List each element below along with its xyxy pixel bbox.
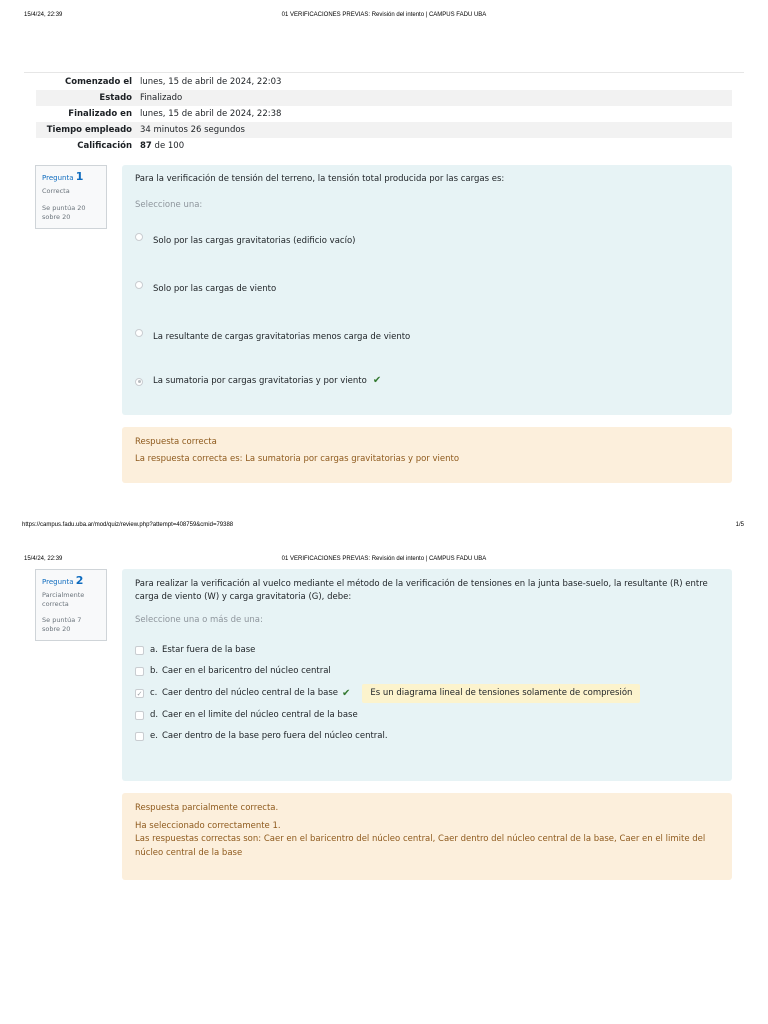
- print-url: https://campus.fadu.uba.ar/mod/quiz/review.php?attempt=408759&cmid=79388: [22, 522, 234, 528]
- option-label: Solo por las cargas gravitatorias (edificio vacío): [153, 236, 356, 246]
- checkbox[interactable]: [135, 711, 144, 720]
- attempt-summary-table: [36, 74, 732, 154]
- outcome-correct-answers: Las respuestas correctas son: Caer en el baricentro del núcleo central, Caer dentro del núcleo central de la base, Caer en el limite del núcleo central de la base: [135, 834, 706, 858]
- summary-row: [36, 74, 732, 90]
- answer-option-b[interactable]: [135, 665, 719, 678]
- question-text: Para realizar la verificación al vuelco mediante el método de la verificación de tensiones en la junta base-suelo, la resultante (R) entre carga de viento (W) y carga gravitatoria (G), debe:: [135, 579, 708, 603]
- answer-option-selected[interactable]: [135, 375, 719, 386]
- correct-check-icon: ✔: [342, 687, 351, 699]
- question-1-info: [35, 165, 107, 229]
- option-label: Solo por las cargas de viento: [153, 284, 277, 294]
- answer-option-e[interactable]: [135, 730, 719, 743]
- question-2-outcome: [122, 793, 732, 880]
- option-label: La sumatoria por cargas gravitatorias y por viento: [153, 375, 367, 386]
- summary-row: [36, 138, 732, 154]
- grade-score: 87: [140, 141, 152, 151]
- print-date: 15/4/24, 22:39: [24, 556, 63, 562]
- question-state: Correcta: [42, 187, 70, 195]
- question-number: Pregunta 2: [42, 574, 84, 587]
- option-letter: b.: [150, 665, 159, 676]
- outcome-selected-count: Ha seleccionado correctamente 1.: [135, 821, 281, 832]
- correct-check-icon: ✔: [372, 375, 382, 386]
- summary-value: lunes, 15 de abril de 2024, 22:38: [140, 109, 282, 119]
- option-label: Estar fuera de la base: [162, 644, 256, 655]
- question-grade: Se puntúa 7 sobre 20: [42, 615, 82, 633]
- print-title: 01 VERIFICACIONES PREVIAS: Revisión del intento | CAMPUS FADU UBA: [281, 12, 487, 18]
- question-1-outcome: [122, 427, 732, 483]
- grade-total: de 100: [151, 141, 185, 151]
- question-state: Parcialmente correcta: [42, 591, 85, 609]
- summary-row: [36, 122, 732, 138]
- radio-button[interactable]: [135, 329, 143, 337]
- option-letter: a.: [150, 644, 158, 655]
- option-letter: e.: [150, 731, 158, 742]
- summary-value: lunes, 15 de abril de 2024, 22:03: [140, 77, 282, 87]
- print-date: 15/4/24, 22:39: [24, 12, 63, 18]
- question-1-content: [122, 165, 732, 415]
- option-label: Caer dentro del núcleo central de la base: [162, 687, 339, 698]
- answer-prompt: Seleccione una:: [135, 200, 203, 210]
- summary-value: [136, 138, 732, 154]
- answer-option-a[interactable]: [135, 644, 719, 657]
- summary-label: Estado: [36, 90, 136, 106]
- specific-feedback: Es un diagrama lineal de tensiones solamente de compresión: [362, 684, 640, 703]
- summary-row: [36, 90, 732, 106]
- summary-label: Finalizado en: [68, 109, 132, 119]
- question-grade: Se puntúa 20 sobre 20: [42, 204, 86, 222]
- answer-option[interactable]: [135, 332, 719, 342]
- print-page-number: 1/5: [735, 522, 744, 528]
- answer-option[interactable]: [135, 284, 719, 294]
- checkbox[interactable]: [135, 667, 144, 676]
- option-letter: c.: [150, 687, 158, 698]
- summary-value: 34 minutos 26 segundos: [136, 122, 732, 138]
- answer-option[interactable]: [135, 236, 719, 246]
- answer-option-c[interactable]: [135, 684, 719, 703]
- answer-option-d[interactable]: [135, 709, 719, 722]
- checkbox-checked[interactable]: ✓: [136, 689, 143, 698]
- print-title: 01 VERIFICACIONES PREVIAS: Revisión del intento | CAMPUS FADU UBA: [281, 556, 487, 562]
- radio-button[interactable]: [135, 233, 143, 241]
- question-2-info: [35, 569, 107, 641]
- option-label: Caer en el baricentro del núcleo central: [162, 665, 331, 676]
- summary-label: Calificación: [77, 141, 132, 151]
- option-label: Caer en el limite del núcleo central de la base: [162, 710, 358, 721]
- outcome-text: La respuesta correcta es: La sumatoria por cargas gravitatorias y por viento: [135, 454, 460, 465]
- option-letter: d.: [150, 710, 159, 721]
- summary-label: Tiempo empleado: [36, 122, 136, 138]
- summary-label: Comenzado el: [65, 77, 132, 87]
- question-2-content: [122, 569, 732, 781]
- header-divider: [24, 72, 744, 73]
- question-text: Para la verificación de tensión del terreno, la tensión total producida por las cargas es:: [135, 174, 505, 184]
- summary-row: [36, 106, 732, 122]
- answer-prompt: Seleccione una o más de una:: [135, 615, 263, 626]
- radio-button-checked[interactable]: [135, 378, 143, 386]
- outcome-title: Respuesta parcialmente correcta.: [135, 803, 279, 813]
- radio-button[interactable]: [135, 281, 143, 289]
- option-label: Caer dentro de la base pero fuera del núcleo central.: [162, 731, 388, 742]
- question-number: Pregunta 1: [42, 170, 84, 183]
- outcome-title: Respuesta correcta: [135, 437, 217, 447]
- checkbox[interactable]: [135, 646, 144, 655]
- option-label: La resultante de cargas gravitatorias menos carga de viento: [153, 332, 411, 342]
- checkbox[interactable]: [135, 732, 144, 741]
- summary-value: Finalizado: [136, 90, 732, 106]
